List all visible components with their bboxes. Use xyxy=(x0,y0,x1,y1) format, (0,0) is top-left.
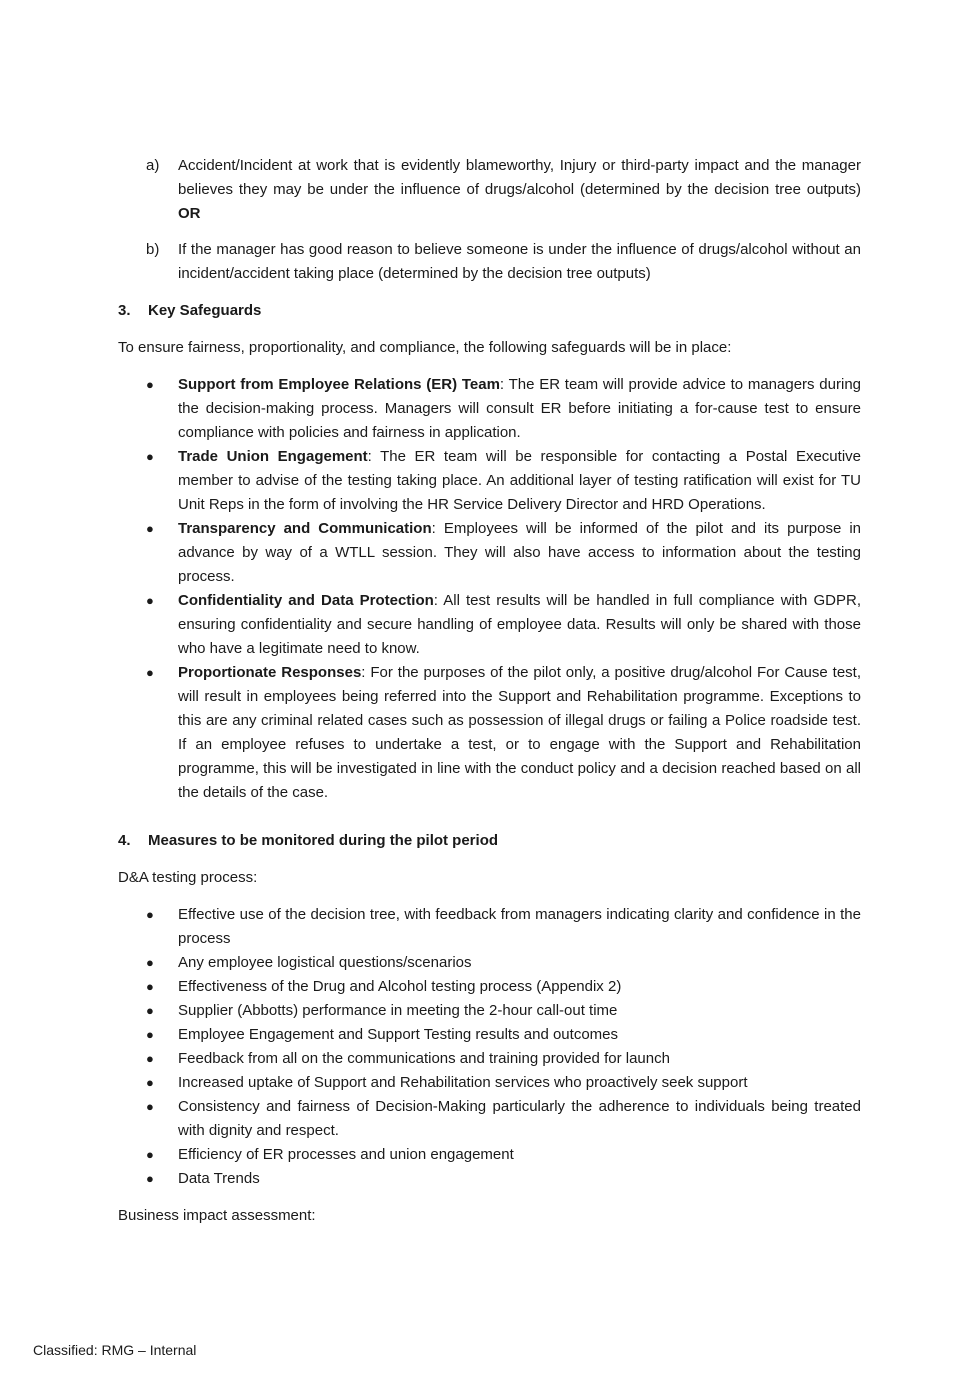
bullet-icon: ● xyxy=(146,1051,154,1066)
list-item: ● Proportionate Responses: For the purposes of the pilot only, a positive drug/alcohol For Cause test, will result in employees being referred into the Support and Rehabilitation programme. Exceptions to this are any criminal related cases such as possession of illegal drugs or failing a Police roadside test. If an employee refuses to undertake a test, or to engage with the Support and Rehabilitation programme, this will be investigated in line with the conduct policy and a decision reached based on all the details of the case. xyxy=(146,661,861,805)
list-item: ● Support from Employee Relations (ER) Team: The ER team will provide advice to managers during the decision-making process. Managers will consult ER before initiating a for-cause test to ensure compliance with policies and fairness in application. xyxy=(146,373,861,445)
list-item-text: If the manager has good reason to believe someone is under the influence of drugs/alcohol without an incident/accident taking place (determined by the decision tree outputs) xyxy=(178,241,861,282)
list-item: ● Any employee logistical questions/scenarios xyxy=(146,951,861,975)
bullet-icon: ● xyxy=(146,1075,154,1090)
bullet-icon: ● xyxy=(146,955,154,970)
bullet-icon: ● xyxy=(146,907,154,922)
list-item-text: Accident/Incident at work that is evidently blameworthy, Injury or third-party impact and the manager believes they may be under the influence of drugs/alcohol (determined by the decision tree outputs) OR xyxy=(178,157,861,222)
list-item: ● Effective use of the decision tree, with feedback from managers indicating clarity and confidence in the process xyxy=(146,903,861,951)
bullet-icon: ● xyxy=(146,1003,154,1018)
section-4-heading: 4. Measures to be monitored during the pilot period xyxy=(118,832,499,849)
document-body xyxy=(118,154,861,1228)
bullet-icon: ● xyxy=(146,979,154,994)
bold-or: OR xyxy=(178,205,201,222)
list-item-a xyxy=(146,154,861,226)
list-item: ● Transparency and Communication: Employees will be informed of the pilot and its purpose in advance by way of a WTLL session. They will also have access to information about the testing process. xyxy=(146,517,861,589)
bullet-icon: ● xyxy=(146,665,154,680)
list-item-b xyxy=(146,238,861,286)
section-3-heading: 3. Key Safeguards xyxy=(118,302,262,319)
list-item: ● Efficiency of ER processes and union engagement xyxy=(146,1143,861,1167)
bullet-icon: ● xyxy=(146,1147,154,1162)
bullet-icon: ● xyxy=(146,521,154,536)
bullet-icon: ● xyxy=(146,1099,154,1114)
section-4-intro: D&A testing process: xyxy=(118,869,258,886)
list-item: ● Feedback from all on the communications and training provided for launch xyxy=(146,1047,861,1071)
list-item: ● Effectiveness of the Drug and Alcohol testing process (Appendix 2) xyxy=(146,975,861,999)
classification-footer: Classified: RMG – Internal xyxy=(33,1342,197,1358)
list-item: ● Supplier (Abbotts) performance in meeting the 2-hour call-out time xyxy=(146,999,861,1023)
safeguards-list xyxy=(118,373,861,805)
list-item: ● Employee Engagement and Support Testing results and outcomes xyxy=(146,1023,861,1047)
list-marker: b) xyxy=(146,241,160,258)
list-item: ● Consistency and fairness of Decision-Making particularly the adherence to individuals being treated with dignity and respect. xyxy=(146,1095,861,1143)
bullet-icon: ● xyxy=(146,593,154,608)
list-marker: a) xyxy=(146,157,160,174)
bullet-icon: ● xyxy=(146,377,154,392)
list-item: ● Confidentiality and Data Protection: All test results will be handled in full compliance with GDPR, ensuring confidentiality and secure handling of employee data. Results will only be shared with those who have a legitimate need to know. xyxy=(146,589,861,661)
list-item: ● Data Trends xyxy=(146,1167,861,1191)
measures-list xyxy=(118,903,861,1191)
list-item: ● Increased uptake of Support and Rehabilitation services who proactively seek support xyxy=(146,1071,861,1095)
business-impact-heading: Business impact assessment: xyxy=(118,1207,316,1224)
bullet-icon: ● xyxy=(146,449,154,464)
section-3-intro: To ensure fairness, proportionality, and compliance, the following safeguards will be in place: xyxy=(118,339,732,356)
bullet-icon: ● xyxy=(146,1027,154,1042)
bullet-icon: ● xyxy=(146,1171,154,1186)
list-item: ● Trade Union Engagement: The ER team will be responsible for contacting a Postal Executive member to advise of the testing taking place. An additional layer of testing ratification will exist for TU Unit Reps in the form of involving the HR Service Delivery Director and HRD Operations. xyxy=(146,445,861,517)
